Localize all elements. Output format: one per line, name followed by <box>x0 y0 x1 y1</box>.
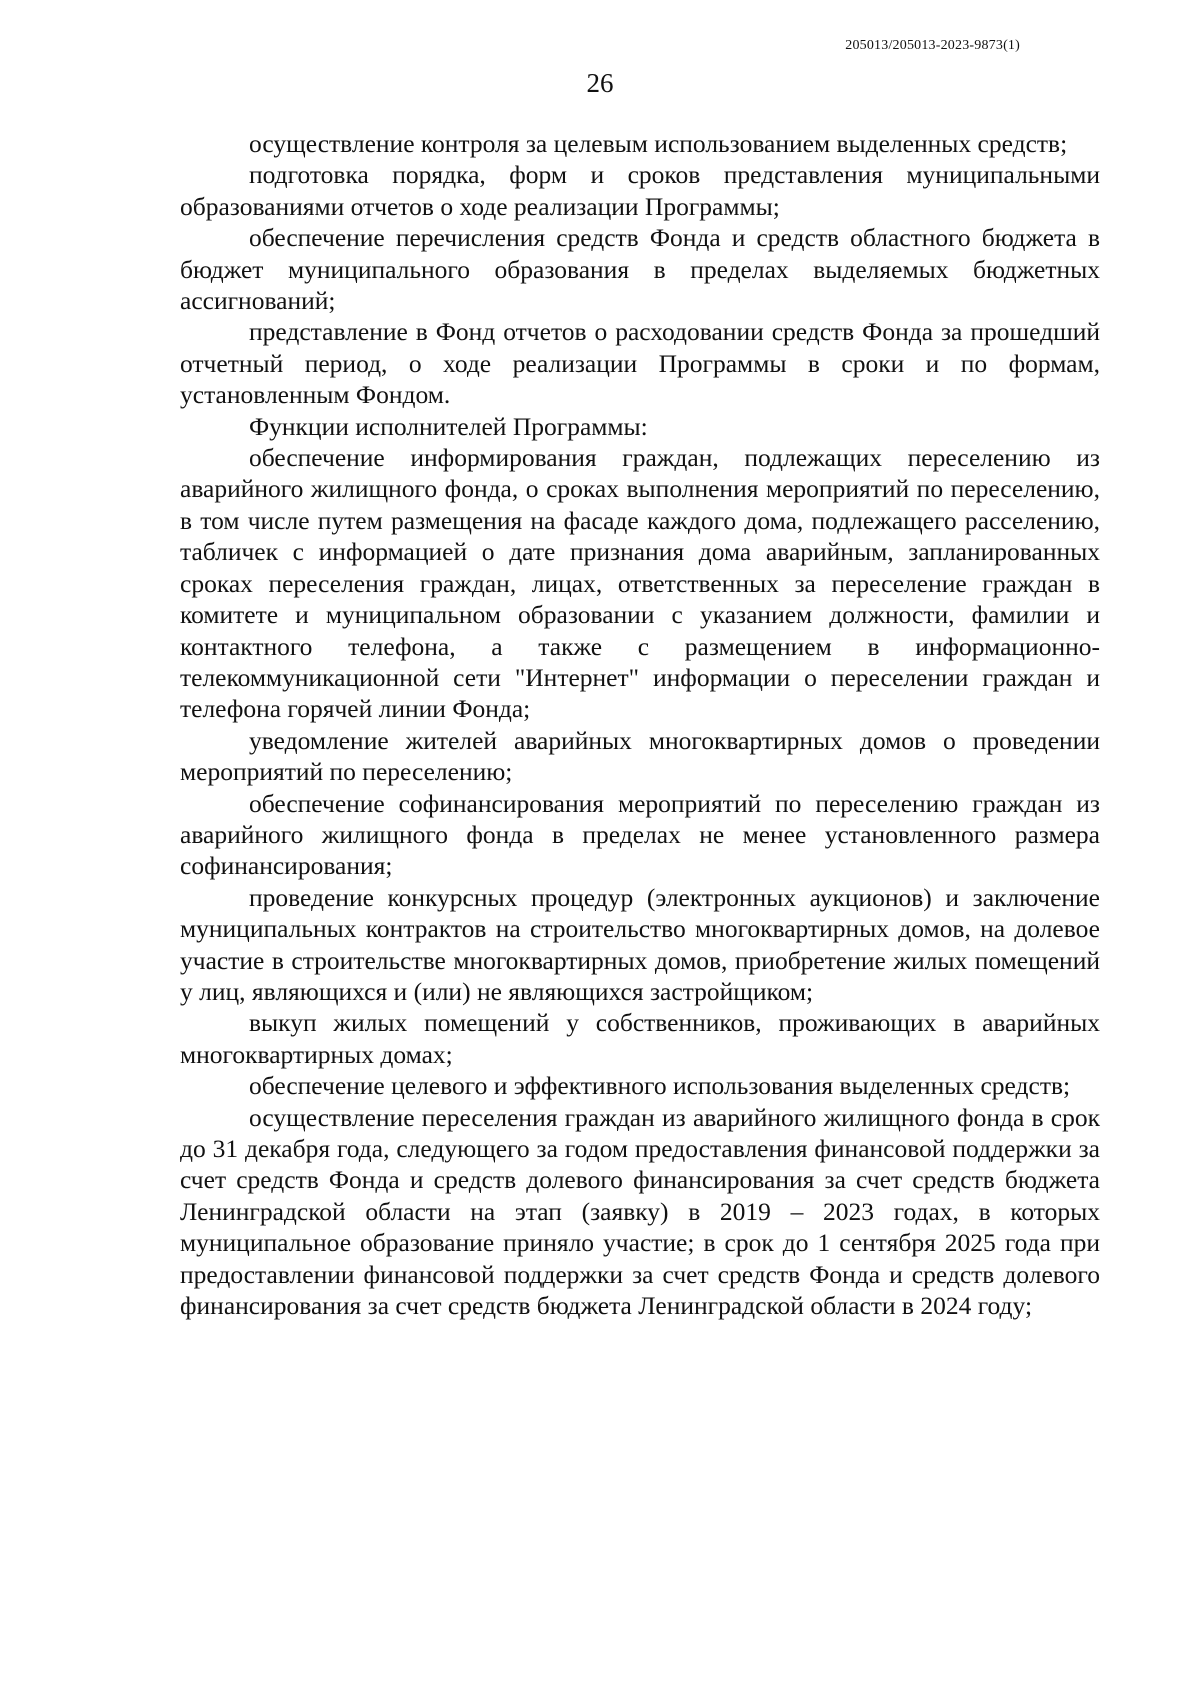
paragraph-citizen-informing: обеспечение информирования граждан, подлежащих переселению из аварийного жилищного фонда, о сроках выполнения мероприятий по переселению, в том числе путем размещения на фасаде каждого дома, подлежащего расселению, табличек с информацией о дате признания дома аварийным, запланированных сроках переселения граждан, лицах, ответственных за переселение граждан в комитете и муниципальном образовании с указанием должности, фамилии и контактного телефона, а также с размещением в информационно-телекоммуникационной сети "Интернет" информации о переселении граждан и телефона горячей линии Фонда; <box>180 443 1100 724</box>
paragraph-report-forms: подготовка порядка, форм и сроков представления муниципальными образованиями отчетов о ходе реализации Программы; <box>180 160 1100 221</box>
paragraph-control-funds: осуществление контроля за целевым использованием выделенных средств; <box>249 129 1068 158</box>
page-number: 26 <box>586 68 614 98</box>
document-body <box>180 128 1100 1321</box>
paragraph-funds-transfer: обеспечение перечисления средств Фонда и средств областного бюджета в бюджет муниципального образования в пределах выделяемых бюджетных ассигнований; <box>180 223 1100 316</box>
paragraph-resident-notification: уведомление жителей аварийных многоквартирных домов о проведении мероприятий по переселению; <box>180 725 1100 787</box>
paragraph-effective-use: обеспечение целевого и эффективного использования выделенных средств; <box>249 1071 1071 1101</box>
paragraph-fund-reports: представление в Фонд отчетов о расходовании средств Фонда за прошедший отчетный период, о ходе реализации Программы в сроки и по формам, установленным Фондом. <box>180 317 1100 410</box>
paragraph-executor-functions-heading: Функции исполнителей Программы: <box>249 411 648 441</box>
paragraph-cofinancing: обеспечение софинансирования мероприятий по переселению граждан из аварийного жилищного фонда в пределах не менее установленного размера софинансирования; <box>180 788 1100 881</box>
paragraph-resettlement-deadlines: осуществление переселения граждан из аварийного жилищного фонда в срок до 31 декабря года, следующего за годом предоставления финансовой поддержки за счет средств Фонда и средств долевого финансирования за счет средств бюджета Ленинградской области на этап (заявку) в 2019 – 2023 годах, в которых муниципальное образование приняло участие; в срок до 1 сентября 2025 года при предоставлении финансовой поддержки за счет средств Фонда и средств долевого финансирования за счет средств бюджета Ленинградской области в 2024 году; <box>180 1102 1100 1321</box>
paragraph-tender-procedures: проведение конкурсных процедур (электронных аукционов) и заключение муниципальных контрактов на строительство многоквартирных домов, на долевое участие в строительстве многоквартирных домов, приобретение жилых помещений у лиц, являющихся и (или) не являющихся застройщиком; <box>180 882 1100 1006</box>
paragraph-property-buyout: выкуп жилых помещений у собственников, проживающих в аварийных многоквартирных домах; <box>180 1008 1100 1069</box>
document-registration-code: 205013/205013-2023-9873(1) <box>845 38 1020 53</box>
